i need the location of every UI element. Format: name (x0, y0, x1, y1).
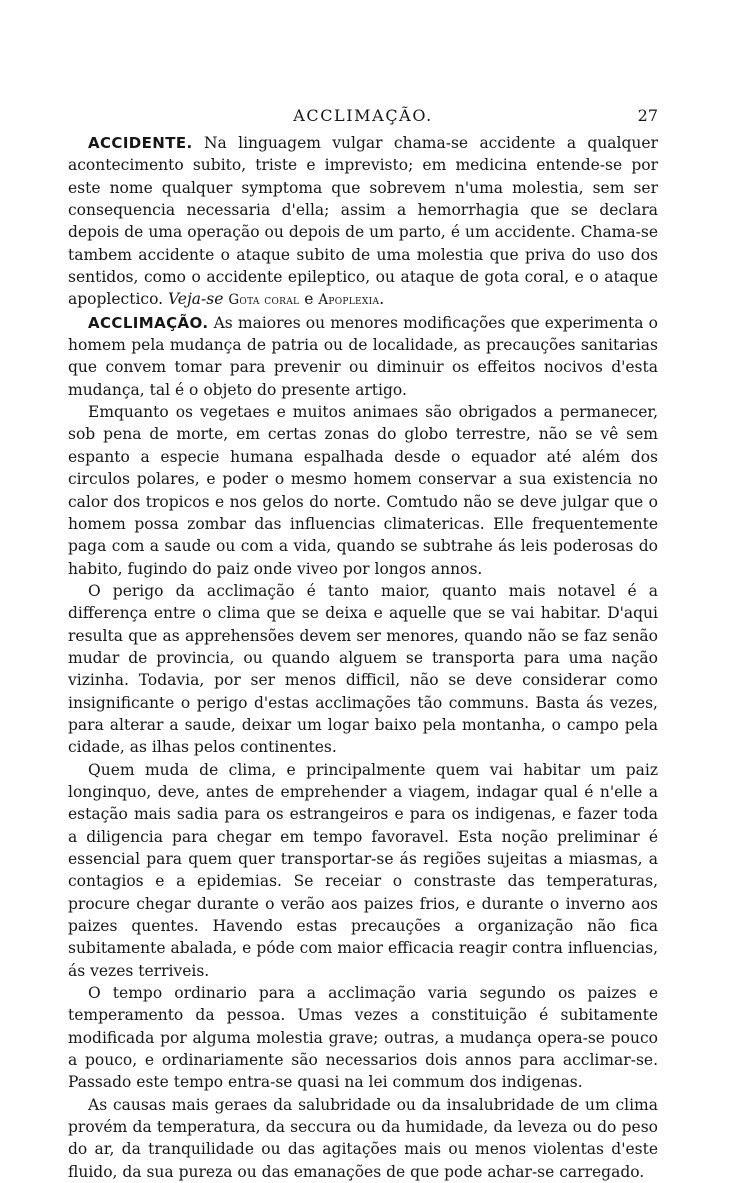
paragraph: As causas mais geraes da salubridade ou da insalubridade de um clima provém da temperatura, da seccura ou da humidade, da leveza ou do peso do ar, da tranquilidade ou das agitações mais ou menos violentas d'este fluido, da sua pureza ou das emanações de que pode achar-se carregado. (68, 1095, 658, 1181)
entry-headword: ACCIDENTE. (88, 134, 193, 152)
cross-reference-1: Gota coral (228, 292, 300, 309)
entry-text: As maiores ou menores modificações que experimenta o homem pela mudança de patria ou de localidade, as precauções sanitarias que convem tomar para prevenir ou diminuir os effeitos nocivos d'esta mudança, tal é o objeto do presente artigo. (68, 313, 658, 399)
cross-reference-2: Apoplexia (318, 292, 380, 309)
cross-reference-label: Veja-se (168, 290, 224, 309)
entry-accidente (68, 132, 658, 312)
running-title: ACCLIMAÇÃO. (293, 106, 433, 125)
entry-headword: ACCLIMAÇÃO. (88, 313, 209, 332)
page-body (68, 132, 658, 1183)
book-page (68, 106, 658, 1183)
paragraph: O perigo da acclimação é tanto maior, quanto mais notavel é a differença entre o clima que se deixa e aquelle que se vai habitar. D'aqui resulta que as apprehensões devem ser menores, quando não se faz senão mudar de provincia, ou quando alguem se transporta para uma nação vizinha. Todavia, por ser menos difficil, não se deve considerar como insignificante o perigo d'estas acclimações tão communs. Basta ás vezes, para alterar a saude, deixar um logar baixo pela montanha, o campo pela cidade, as ilhas pelos continentes. (68, 581, 658, 757)
running-header (68, 106, 658, 130)
cross-reference-joiner: e (299, 290, 319, 309)
paragraph: O tempo ordinario para a acclimação varia segundo os paizes e temperamento da pessoa. Umas vezes a constituição é subitamente modificada por alguma molestia grave; outras, a mudança opera-se pouco a pouco, e ordinariamente são necessarios dois annos para acclimar-se. Passado este tempo entra-se quasi na lei commum dos indigenas. (68, 984, 658, 1092)
entry-text: Na linguagem vulgar chama-se accidente a qualquer acontecimento subito, triste e imprevisto; em medicina entende-se por este nome qualquer symptoma que sobrevem n'uma molestia, sem ser consequencia necessaria d'ella; assim a hemorrhagia que se declara depois de uma operação ou depois de um parto, é um accidente. Chama-se tambem accidente o ataque subito de uma molestia que priva do uso dos sentidos, como o accidente epileptico, ou ataque de gota coral, e o ataque apoplectico. (68, 134, 658, 309)
page-number: 27 (637, 106, 658, 125)
paragraph: Quem muda de clima, e principalmente quem vai habitar um paiz longinquo, deve, antes de emprehender a viagem, indagar qual é n'elle a estação mais sadia para os estrangeiros e para os indigenas, e fazer toda a diligencia para chegar em tempo favoravel. Esta noção preliminar é essencial para quem quer transportar-se ás regiões sujeitas a miasmas, a contagios e a epidemias. Se receiar o constraste das temperaturas, procure chegar durante o verão aos paizes frios, e durante o inverno aos paizes quentes. Havendo estas precauções a organização não fica subitamente abalada, e póde com maior efficacia reagir contra influencias, ás vezes terriveis. (68, 760, 658, 980)
entry-acclimacao (68, 312, 658, 401)
paragraph: Emquanto os vegetaes e muitos animaes são obrigados a permanecer, sob pena de morte, em certas zonas do globo terrestre, não se vê sem espanto a especie humana espalhada desde o equador até além dos circulos polares, e poder o mesmo homem conservar a sua existencia no calor dos tropicos e nos gelos do norte. Comtudo não se deve julgar que o homem possa zombar das influencias climatericas. Elle frequentemente paga com a saude ou com a vida, quando se subtrahe ás leis poderosas do habito, fugindo do paiz onde viveo por longos annos. (68, 403, 658, 578)
entry-end: . (379, 290, 385, 309)
